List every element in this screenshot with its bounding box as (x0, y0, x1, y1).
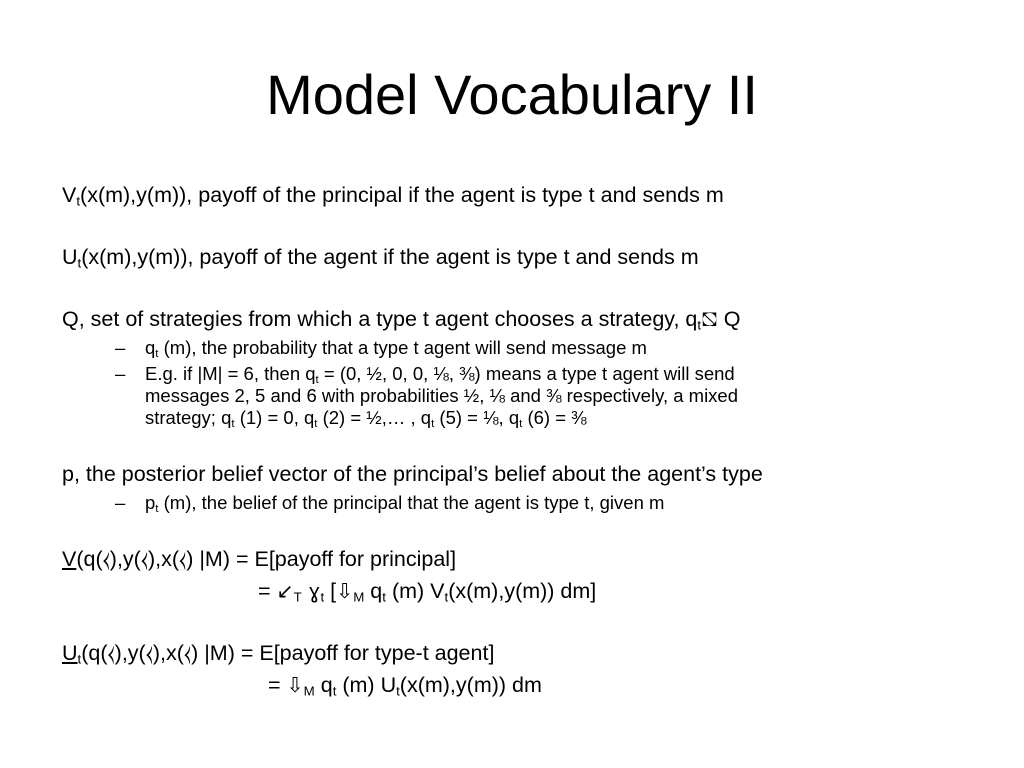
u-f-sub2: t (332, 683, 337, 699)
q-b2-l3c: (2) = ½,… , q (317, 407, 432, 428)
v-f-a: = (258, 579, 277, 603)
p-b1-sub: t (155, 503, 159, 516)
p-b1-b: (m), the belief of the principal that the agent is type t, given m (158, 492, 665, 513)
placeholder-symbol-icon: ⧼ (145, 641, 153, 665)
gamma-symbol-icon: ɣ (301, 579, 321, 603)
q-tail: Q (717, 307, 741, 331)
u-expectation (62, 640, 494, 666)
u-f-c: (m) U (336, 673, 397, 697)
q-text: Q, set of strategies from which a type t agent chooses a strategy, q (62, 307, 698, 331)
v-rest: (x(m),y(m)), payoff of the principal if the agent is type t and sends m (80, 183, 724, 207)
u-f-sub3: t (396, 683, 400, 699)
q-b1-b: (m), the probability that a type t agent will send message m (158, 337, 647, 358)
bullet-dash: – (115, 492, 126, 513)
q-sub: t (697, 317, 702, 333)
v-exp-end: ) |M) = E[payoff for principal] (186, 547, 457, 571)
q-b2-l1a: E.g. if |M| = 6, then q (145, 363, 316, 384)
integral-symbol-icon: ⇩ (286, 673, 304, 697)
q-bullet-1 (145, 337, 647, 361)
u-exp-sub: t (77, 651, 82, 667)
v-head: V (62, 183, 77, 207)
p-b1-a: p (145, 492, 156, 513)
placeholder-symbol-icon: ⧼ (107, 641, 115, 665)
q-definition (62, 306, 740, 332)
q-bullet-2-line-1 (145, 363, 735, 387)
u-expectation-formula (268, 672, 542, 698)
u-exp-end: ) |M) = E[payoff for type-t agent] (191, 641, 495, 665)
v-exp-head: V (62, 547, 77, 571)
u-exp-rest: (q( (81, 641, 108, 665)
u-sub: t (77, 255, 82, 271)
v-sub: t (76, 193, 81, 209)
v-f-sub1: T (293, 589, 302, 605)
u-f-sub1: M (303, 683, 315, 699)
v-expectation-formula (258, 578, 596, 604)
v-f-e: (x(m),y(m)) dm] (448, 579, 597, 603)
q-b2-l1sub: t (315, 374, 319, 387)
bullet-dash: – (115, 363, 126, 384)
u-f-a: = (268, 673, 287, 697)
v-f-sub4: t (382, 589, 386, 605)
v-f-c: q (364, 579, 383, 603)
u-rest: (x(m),y(m)), payoff of the agent if the agent is type t and sends m (81, 245, 699, 269)
u-exp-m1: ),y( (114, 641, 146, 665)
u-f-d: (x(m),y(m)) dm (399, 673, 542, 697)
q-b2-l3s3: t (431, 418, 435, 431)
u-exp-head: U (62, 641, 78, 665)
v-f-sub5: t (444, 589, 449, 605)
placeholder-symbol-icon: ⧼ (183, 641, 192, 665)
bullet-dash: – (115, 337, 126, 358)
p-bullet-1 (145, 492, 665, 516)
v-exp-m2: ),x( (147, 547, 180, 571)
integral-symbol-icon: ⇩ (336, 579, 354, 603)
u-f-b: q (314, 673, 333, 697)
u-definition (62, 244, 699, 270)
q-b1-sub: t (155, 348, 159, 361)
u-head: U (62, 245, 78, 269)
q-b2-l3s2: t (314, 418, 318, 431)
v-exp-rest: (q( (76, 547, 103, 571)
q-bullet-2-line-3 (145, 407, 587, 431)
v-definition (62, 182, 724, 208)
slide-title: Model Vocabulary II (266, 63, 758, 126)
q-b2-l3s1: t (231, 418, 235, 431)
placeholder-symbol-icon: ⧼ (179, 547, 187, 571)
placeholder-symbol-icon: ⧼ (140, 547, 148, 571)
v-f-d: (m) V (385, 579, 445, 603)
element-of-icon: ⛞ (701, 307, 718, 331)
u-exp-m2: ),x( (152, 641, 184, 665)
q-b1-a: q (145, 337, 156, 358)
q-b2-l3b: (1) = 0, q (234, 407, 315, 428)
q-b2-l3d: (5) = ⅛, q (434, 407, 520, 428)
v-expectation (62, 546, 456, 572)
placeholder-symbol-icon: ⧼ (102, 547, 110, 571)
sum-symbol-icon: ↙ (276, 579, 294, 603)
q-b2-l3a: strategy; q (145, 407, 232, 428)
v-exp-m1: ),y( (109, 547, 141, 571)
p-definition: p, the posterior belief vector of the principal’s belief about the agent’s type (62, 462, 763, 486)
q-bullet-2-line-2: messages 2, 5 and 6 with probabilities ½, ⅛ and ⅜ respectively, a mixed (145, 385, 739, 406)
v-f-sub2: t (320, 589, 325, 605)
q-b2-l3s4: t (519, 418, 523, 431)
v-f-b: [ (324, 579, 337, 603)
v-f-sub3: M (353, 589, 365, 605)
q-b2-l1b: = (0, ½, 0, 0, ⅛, ⅜) means a type t agent will send (318, 363, 735, 384)
q-b2-l3e: (6) = ⅜ (522, 407, 587, 428)
